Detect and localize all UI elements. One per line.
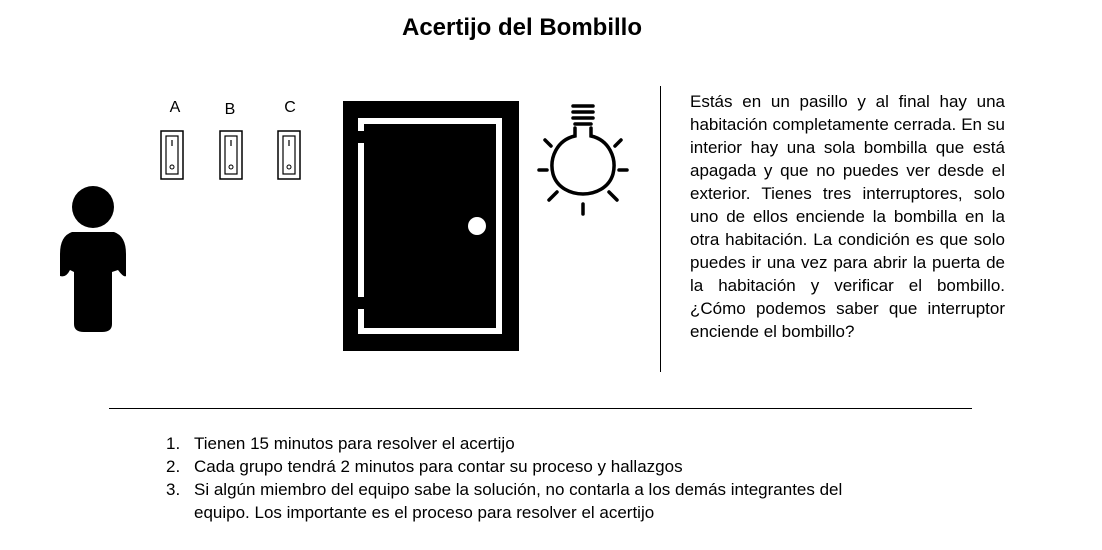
list-number: 3. [166, 480, 181, 499]
list-text: Si algún miembro del equipo sabe la solución, no contarla a los demás integrantes del equipo. Los importante es el proceso para resolver el acertijo [194, 480, 843, 522]
light-switch-icon[interactable] [160, 130, 184, 180]
light-switch-icon[interactable] [277, 130, 301, 180]
lightbulb-icon [535, 102, 631, 220]
list-text: Tienen 15 minutos para resolver el acertijo [194, 434, 515, 453]
list-text: Cada grupo tendrá 2 minutos para contar su proceso y hallazgos [194, 457, 683, 476]
list-item [166, 432, 894, 455]
list-number: 1. [166, 434, 181, 453]
riddle-text: Estás en un pasillo y al final hay una habitación completamente cerrada. En su interior hay una sola bombilla que está apagada y que no puedes ver desde el exterior. Tienes tres interruptores, solo uno de ellos enciende la bombilla en la otra habitación. La condición es que solo puedes ir una vez para abrir la puerta de la habitación y verificar el bombillo. ¿Cómo podemos saber que interruptor enciende el bombillo? [690, 92, 1005, 341]
door-icon [343, 101, 519, 351]
switch-label-c: C [284, 99, 296, 116]
rules-list [166, 432, 894, 524]
horizontal-divider [109, 408, 972, 409]
list-number: 2. [166, 457, 181, 476]
page-title: Acertijo del Bombillo [401, 14, 643, 41]
list-item [166, 455, 894, 478]
list-item [166, 478, 894, 524]
vertical-divider [660, 86, 661, 372]
switch-label-b: B [224, 101, 236, 118]
switch-label-a: A [169, 99, 181, 116]
light-switch-icon[interactable] [219, 130, 243, 180]
person-icon [60, 186, 130, 332]
